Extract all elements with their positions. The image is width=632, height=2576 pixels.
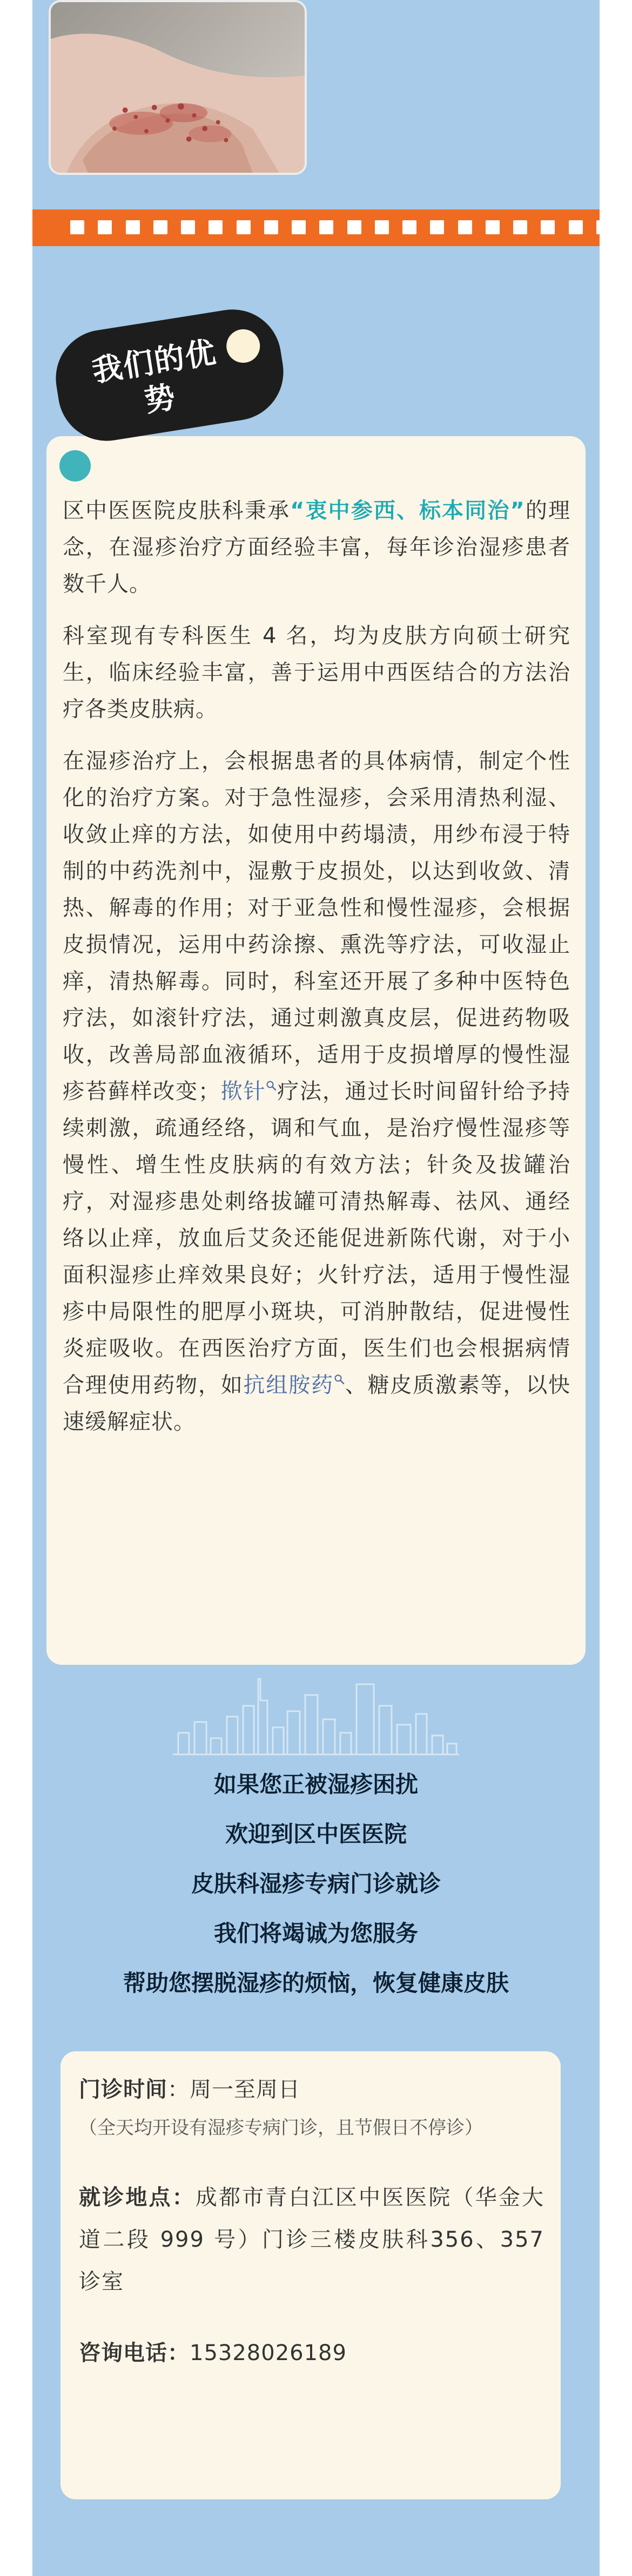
divider-dot <box>569 220 583 234</box>
title-pill <box>49 302 290 448</box>
clinic-hours-value: 周一至周日 <box>190 2077 300 2102</box>
treatment-paragraph <box>63 743 570 1440</box>
divider-dot <box>319 220 333 234</box>
divider-dot <box>375 220 389 234</box>
clinic-phone <box>79 2333 544 2373</box>
link-antihistamine[interactable]: 抗组胺药 <box>243 1373 334 1398</box>
treatment-part-2: 疗法，通过长时间留针给予持续刺激，疏通经络，调和气血，是治疗慢性湿疹等慢性、增生性皮肤病的有效方法；针灸及拔罐治疗，对湿疹患处刺络拔罐可清热解毒、祛风、通经络以止痒，放血后艾灸还能促进新陈代谢，对于小面积湿疹止痒效果良好；火针疗法，适用于慢性湿疹中局限性的肥厚小斑块，可消肿散结，促进慢性炎症吸收。在西医治疗方面，医生们也会根据病情合理使用药物，如 <box>63 1079 571 1398</box>
search-icon[interactable] <box>266 1080 277 1091</box>
intro-before: 区中医医院皮肤科秉承 <box>63 498 291 523</box>
divider-dot <box>181 220 195 234</box>
staff-paragraph: 科室现有专科医生 4 名，均为皮肤方向硕士研究生，临床经验丰富，善于运用中西医结合的方法治疗各类皮肤病。 <box>63 623 570 722</box>
slogans <box>32 1760 600 2008</box>
city-skyline-icon <box>173 1668 459 1760</box>
clinic-location <box>79 2177 544 2303</box>
eczema-hand-photo-image <box>51 2 305 173</box>
clinic-phone-value[interactable]: 15328026189 <box>190 2341 347 2365</box>
divider-dot <box>430 220 444 234</box>
search-icon[interactable] <box>334 1374 345 1385</box>
divider-dot <box>541 220 555 234</box>
advantages-text <box>63 492 570 1455</box>
intro-paragraph <box>63 492 570 602</box>
slogan-line: 我们将竭诚为您服务 <box>213 1920 418 1947</box>
clinic-location-value: 成都市青白江区中医医院（华金大道二段 999 号）门诊三楼皮肤科356、357诊室 <box>79 2185 545 2294</box>
cream-dot-decoration <box>224 327 263 365</box>
divider-dot <box>402 220 416 234</box>
divider-dot <box>237 220 251 234</box>
clinic-hours-label: 门诊时间 <box>79 2077 167 2102</box>
clinic-phone-sep: ： <box>167 2341 190 2365</box>
slogan-line: 欢迎到区中医医院 <box>225 1821 407 1847</box>
divider-dot <box>126 220 140 234</box>
teal-dot-decoration <box>59 450 91 482</box>
orange-divider-strip <box>32 209 600 246</box>
slogan-line: 如果您正被湿疹困扰 <box>213 1771 418 1798</box>
clinic-hours-note: （全天均开设有湿疹专病门诊，且节假日不停诊） <box>79 2117 483 2139</box>
divider-dots <box>70 220 610 235</box>
section-title-badge <box>56 320 288 433</box>
clinic-phone-label: 咨询电话 <box>79 2341 167 2365</box>
divider-dot <box>209 220 223 234</box>
clinic-hours <box>79 2070 544 2110</box>
intro-after: 的理念，在湿疹治疗方面经验丰富，每年诊治湿疹患者数千人。 <box>63 498 571 596</box>
clinic-location-label: 就诊地点 <box>79 2185 172 2210</box>
clinic-hours-sep: ： <box>167 2077 190 2102</box>
treatment-part-3: 、糖皮质激素等，以快速缓解症状。 <box>63 1373 571 1434</box>
link-qinzhen[interactable]: 揿针 <box>220 1079 266 1104</box>
divider-dot <box>264 220 278 234</box>
clinic-location-sep: ： <box>172 2185 196 2210</box>
divider-dot <box>513 220 527 234</box>
divider-dot <box>458 220 472 234</box>
slogan-line: 皮肤科湿疹专病门诊就诊 <box>191 1870 441 1897</box>
divider-dot <box>98 220 112 234</box>
clinic-info-card <box>60 2051 561 2499</box>
slogan-line: 帮助您摆脱湿疹的烦恼，恢复健康皮肤 <box>123 1970 509 1996</box>
intro-quote: “衷中参西、标本同治” <box>290 498 525 523</box>
divider-dot <box>486 220 500 234</box>
divider-dot <box>70 220 84 234</box>
divider-dot <box>347 220 361 234</box>
section-title: 我们的优势 <box>90 335 219 419</box>
eczema-hand-photo <box>49 0 307 175</box>
divider-dot <box>153 220 167 234</box>
divider-dot <box>292 220 306 234</box>
divider-dot <box>596 220 610 234</box>
treatment-part-1: 在湿疹治疗上，会根据患者的具体病情，制定个性化的治疗方案。对于急性湿疹，会采用清热利湿、收敛止痒的方法，如使用中药塌渍，用纱布浸于特制的中药洗剂中，湿敷于皮损处，以达到收敛、清热、解毒的作用；对于亚急性和慢性湿疹，会根据皮损情况，运用中药涂擦、熏洗等疗法，可收湿止痒，清热解毒。同时，科室还开展了多种中医特色疗法，如滚针疗法，通过刺激真皮层，促进药物吸收，改善局部血液循环，适用于皮损增厚的慢性湿疹苔藓样改变； <box>63 749 570 1104</box>
